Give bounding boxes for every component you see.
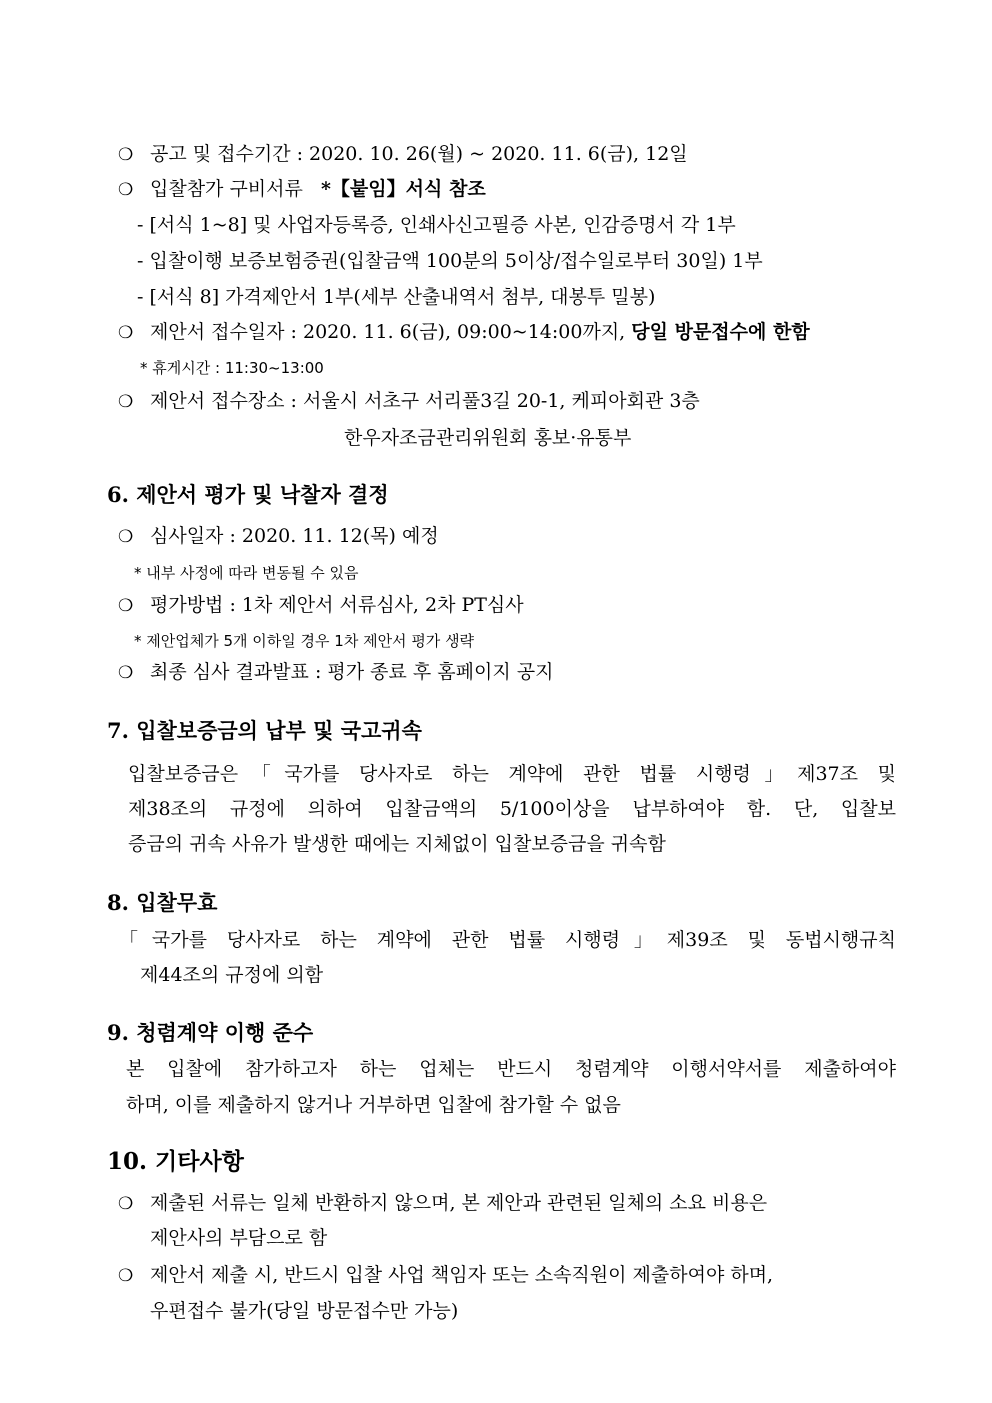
emphasis-text: 당일 방문접수에 한함 (631, 321, 810, 343)
paragraph-line: 증금의 귀속 사유가 발생한 때에는 지체없이 입찰보증금을 귀속함 (128, 833, 666, 855)
bullet-item: ❍ 입찰참가 구비서류 *【붙임】서식 참조 (118, 178, 486, 200)
bullet-item: ❍ 제안서 제출 시, 반드시 입찰 사업 책임자 또는 소속직원이 제출하여야 하며, (118, 1264, 774, 1286)
bullet-item: ❍ 제안서 접수장소 : 서울시 서초구 서리풀3길 20-1, 케피아회관 3층 (118, 390, 700, 412)
sub-item: - [서식 8] 가격제안서 1부(세부 산출내역서 첨부, 대봉투 밀봉) (137, 286, 656, 308)
paragraph-line: 「국가를 당사자로 하는 계약에 관한 법률 시행령」제39조 및 동법시행규칙 (119, 929, 896, 951)
continuation-line: 한우자조금관리위원회 홍보·유통부 (344, 427, 632, 449)
bullet-icon: ❍ (118, 596, 134, 616)
continuation-line: 우편접수 불가(당일 방문접수만 가능) (150, 1300, 459, 1322)
bullet-icon: ❍ (118, 527, 134, 547)
paragraph-line: 하며, 이를 제출하지 않거나 거부하면 입찰에 참가할 수 없음 (126, 1094, 621, 1116)
sub-item: - 입찰이행 보증보험증권(입찰금액 100분의 5이상/접수일로부터 30일) 1부 (137, 250, 763, 272)
section-heading: 6. 제안서 평가 및 낙찰자 결정 (107, 482, 389, 507)
bullet-item: ❍ 최종 심사 결과발표 : 평가 종료 후 홈페이지 공지 (118, 661, 554, 683)
note: * 제안업체가 5개 이하일 경우 1차 제안서 평가 생략 (134, 632, 475, 650)
section-heading: 9. 청렴계약 이행 준수 (107, 1020, 314, 1045)
bullet-item: ❍ 평가방법 : 1차 제안서 서류심사, 2차 PT심사 (118, 594, 524, 616)
section-heading: 8. 입찰무효 (107, 890, 218, 915)
bullet-icon: ❍ (118, 392, 134, 412)
sub-item: - [서식 1~8] 및 사업자등록증, 인쇄사신고필증 사본, 인감증명서 각 1부 (137, 214, 736, 236)
bullet-item: ❍ 공고 및 접수기간 : 2020. 10. 26(월) ~ 2020. 11. 6(금), 12일 (118, 143, 688, 165)
paragraph-line: 본 입찰에 참가하고자 하는 업체는 반드시 청렴계약 이행서약서를 제출하여야 (126, 1058, 896, 1080)
bullet-icon: ❍ (118, 180, 134, 200)
continuation-line: 제안사의 부담으로 함 (150, 1227, 328, 1249)
note: * 내부 사정에 따라 변동될 수 있음 (134, 564, 359, 582)
bullet-icon: ❍ (118, 323, 134, 343)
section-heading: 10. 기타사항 (107, 1148, 244, 1175)
bullet-item: ❍ 심사일자 : 2020. 11. 12(목) 예정 (118, 525, 439, 547)
bullet-icon: ❍ (118, 145, 134, 165)
bullet-item: ❍ 제출된 서류는 일체 반환하지 않으며, 본 제안과 관련된 일체의 소요 비용은 (118, 1192, 768, 1214)
paragraph-line: 제44조의 규정에 의함 (140, 964, 324, 986)
note: * 휴게시간 : 11:30~13:00 (140, 359, 324, 377)
bullet-icon: ❍ (118, 1194, 134, 1214)
bullet-icon: ❍ (118, 1266, 134, 1286)
paragraph-line: 입찰보증금은「국가를 당사자로 하는 계약에 관한 법률 시행령」제37조 및 (128, 763, 896, 785)
paragraph-line: 제38조의 규정에 의하여 입찰금액의 5/100이상을 납부하여야 함. 단, 입찰보 (128, 798, 896, 820)
attachment-reference: *【붙임】서식 참조 (321, 178, 486, 200)
bullet-icon: ❍ (118, 663, 134, 683)
section-heading: 7. 입찰보증금의 납부 및 국고귀속 (107, 718, 422, 743)
bullet-item: ❍ 제안서 접수일자 : 2020. 11. 6(금), 09:00~14:00까지, 당일 방문접수에 한함 (118, 321, 810, 343)
